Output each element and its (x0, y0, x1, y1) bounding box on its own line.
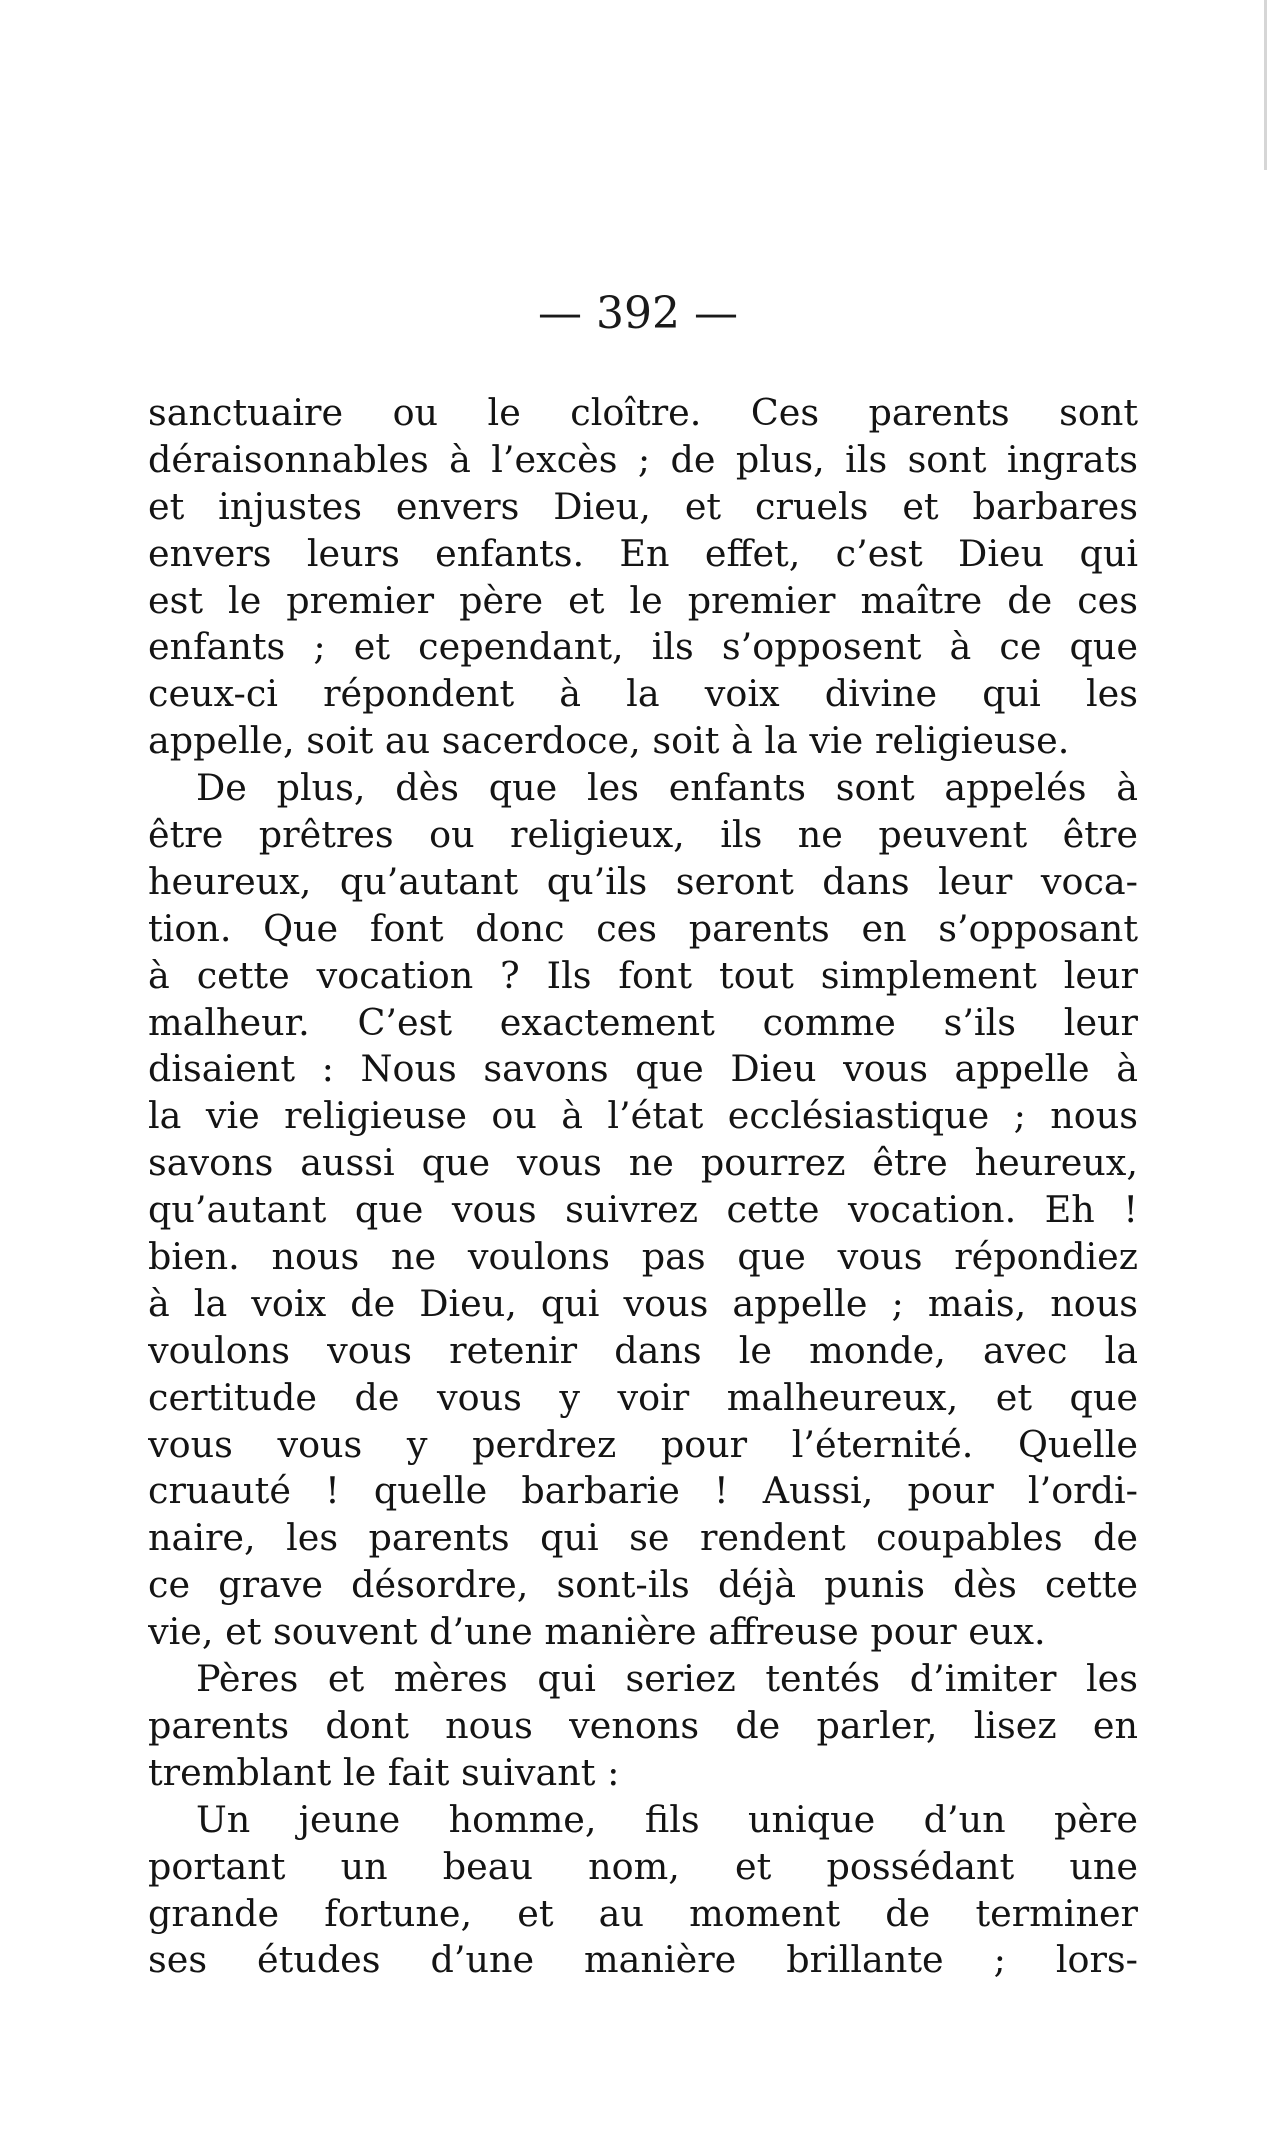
text-line: malheur. C’est exactement comme s’ils leur (148, 1000, 1138, 1044)
text-line: appelle, soit au sacerdoce, soit à la vie religieuse. (148, 719, 1070, 763)
text-line: ce grave désordre, sont-ils déjà punis dès cette (148, 1563, 1138, 1607)
text-line: à la voix de Dieu, qui vous appelle ; mais, nous (148, 1281, 1138, 1325)
text-line: tremblant le fait suivant : (148, 1750, 620, 1794)
text-line: déraisonnables à l’excès ; de plus, ils sont ingrats (148, 437, 1138, 481)
page-edge-rule (1264, 0, 1267, 170)
text-line: Pères et mères qui seriez tentés d’imiter les (196, 1657, 1138, 1701)
body-text (148, 390, 1138, 1984)
text-line: qu’autant que vous suivrez cette vocation. Eh ! (148, 1188, 1138, 1232)
text-line: heureux, qu’autant qu’ils seront dans leur voca- (148, 859, 1138, 903)
text-line: être prêtres ou religieux, ils ne peuvent être (148, 813, 1138, 857)
text-line: naire, les parents qui se rendent coupables de (148, 1516, 1138, 1560)
text-line: savons aussi que vous ne pourrez être heureux, (148, 1141, 1138, 1185)
text-line: bien. nous ne voulons pas que vous répondiez (148, 1235, 1138, 1279)
text-line: Un jeune homme, fils unique d’un père (196, 1797, 1138, 1841)
text-line: parents dont nous venons de parler, lisez en (148, 1703, 1138, 1747)
text-line: envers leurs enfants. En effet, c’est Dieu qui (148, 531, 1138, 575)
page-number: — 392 — (538, 288, 738, 339)
text-line: la vie religieuse ou à l’état ecclésiastique ; nous (148, 1094, 1138, 1138)
text-line: grande fortune, et au moment de terminer (148, 1891, 1138, 1935)
text-line: sanctuaire ou le cloître. Ces parents sont (148, 391, 1138, 434)
text-line: est le premier père et le premier maître de ces (148, 578, 1138, 622)
text-line: ses études d’une manière brillante ; lors- (148, 1938, 1138, 1982)
text-line: tion. Que font donc ces parents en s’opposant (148, 906, 1138, 950)
text-line: à cette vocation ? Ils font tout simplement leur (148, 953, 1138, 997)
text-line: portant un beau nom, et possédant une (148, 1844, 1138, 1888)
text-line: ceux-ci répondent à la voix divine qui les (148, 672, 1138, 716)
text-line: certitude de vous y voir malheureux, et que (148, 1375, 1138, 1419)
text-line: De plus, dès que les enfants sont appelés à (196, 766, 1138, 810)
text-line: enfants ; et cependant, ils s’opposent à ce que (148, 625, 1138, 669)
text-line: cruauté ! quelle barbarie ! Aussi, pour l’ordi- (148, 1469, 1138, 1513)
text-line: voulons vous retenir dans le monde, avec la (148, 1328, 1138, 1372)
text-line: vie, et souvent d’une manière affreuse pour eux. (148, 1610, 1046, 1654)
text-line: et injustes envers Dieu, et cruels et barbares (148, 484, 1138, 528)
text-line: disaient : Nous savons que Dieu vous appelle à (148, 1047, 1138, 1091)
text-line: vous vous y perdrez pour l’éternité. Quelle (148, 1422, 1138, 1466)
